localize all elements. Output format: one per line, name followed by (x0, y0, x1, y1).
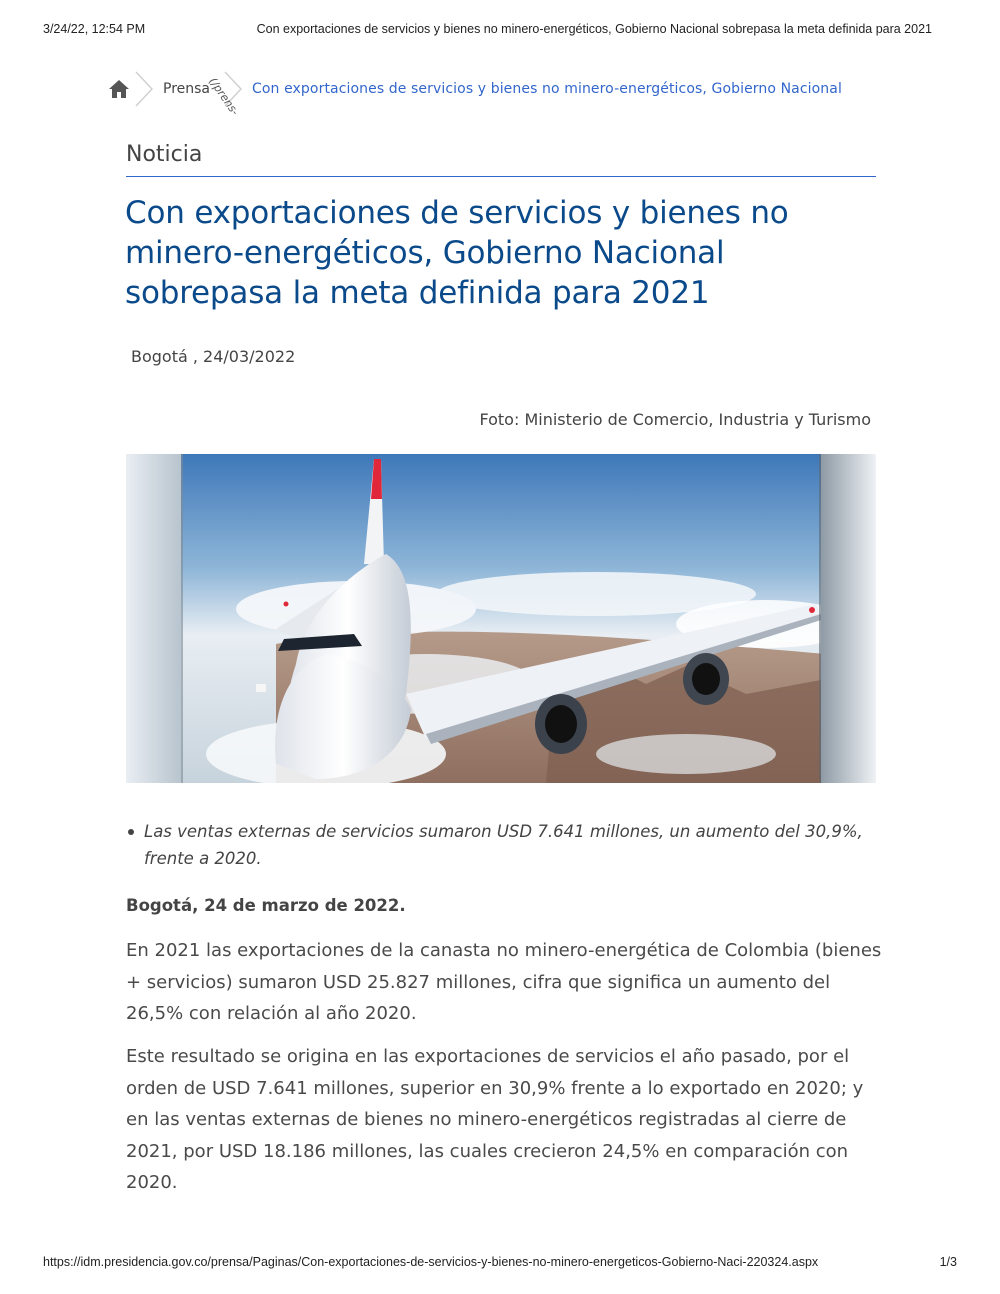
breadcrumb-item-prensa[interactable]: Prensa (163, 81, 211, 97)
article-dateline: Bogotá , 24/03/2022 (131, 347, 296, 366)
photo-credit: Foto: Ministerio de Comercio, Industria y Turismo (479, 410, 871, 429)
print-footer (43, 1255, 957, 1269)
print-page-number: 1/3 (939, 1255, 957, 1269)
section-label: Noticia (126, 142, 203, 167)
section-divider (126, 176, 876, 177)
print-page-title: Con exportaciones de servicios y bienes no minero-energéticos, Gobierno Nacional sobrepasa la meta definida para 2021 (256, 22, 932, 36)
article-paragraph: Este resultado se origina en las exportaciones de servicios el año pasado, por el orden de USD 7.641 millones, superior en 30,9% frente a lo exportado en 2020; y en las ventas externas de bienes no minero-energéticos registradas al cierre de 2021, por USD 18.186 millones, las cuales crecieron 24,5% en comparación con 2020. (126, 1046, 864, 1193)
print-url: https://idm.presidencia.gov.co/prensa/Paginas/Con-exportaciones-de-servicios-y-bienes-no-minero-energeticos-Gobierno-Naci-220324.aspx (43, 1255, 819, 1269)
print-datetime: 3/24/22, 12:54 PM (43, 22, 146, 36)
breadcrumb-item-current[interactable]: Con exportaciones de servicios y bienes no minero-energéticos, Gobierno Nacional (252, 81, 842, 97)
chevron-right-icon (133, 70, 155, 108)
home-link[interactable] (106, 79, 130, 99)
breadcrumb (106, 70, 910, 118)
home-icon (108, 79, 130, 99)
article-lead-date: Bogotá, 24 de marzo de 2022. (126, 896, 406, 915)
print-header (43, 22, 932, 36)
breadcrumb-item-prensa-url: (/prens- (206, 74, 242, 118)
summary-bullet: Las ventas externas de servicios sumaron USD 7.641 millones, un aumento del 30,9%, frente a 2020. (144, 818, 904, 872)
airplane-illustration (126, 454, 876, 783)
article-title: Con exportaciones de servicios y bienes no minero-energéticos, Gobierno Nacional sobrepasa la meta definida para 2021 (125, 195, 789, 311)
article-photo (126, 454, 876, 783)
article-paragraph: En 2021 las exportaciones de la canasta no minero-energética de Colombia (bienes + servicios) sumaron USD 25.827 millones, cifra que significa un aumento del 26,5% con relación al año 2020. (126, 940, 882, 1024)
summary-bullets (126, 818, 904, 872)
